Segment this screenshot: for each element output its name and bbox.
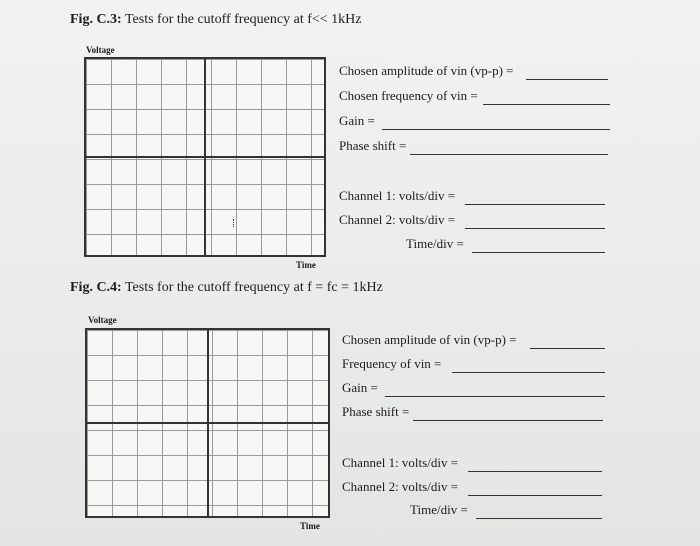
fig3-grid-center-horizontal xyxy=(86,156,324,158)
fig3-time-blank[interactable] xyxy=(472,252,605,253)
fig3-oscilloscope-grid xyxy=(84,57,326,257)
fig4-ch1-blank[interactable] xyxy=(468,471,602,472)
fig3-frequency-label: Chosen frequency of vin = xyxy=(339,88,478,103)
fig4-time-label: Time/div = xyxy=(410,502,468,517)
fig3-ch1-blank[interactable] xyxy=(465,204,605,205)
fig3-phase-label: Phase shift = xyxy=(339,138,407,153)
fig3-gain-label: Gain = xyxy=(339,113,375,128)
fig4-caption-text: Tests for the cutoff frequency at f = fc = 1kHz xyxy=(121,280,383,295)
fig3-x-axis-label: Time xyxy=(296,260,316,270)
fig3-phase-blank[interactable] xyxy=(410,154,608,155)
fig3-y-axis-label: Voltage xyxy=(86,45,115,55)
fig4-ch2-blank[interactable] xyxy=(468,495,602,496)
fig3-amplitude-blank[interactable] xyxy=(526,79,608,80)
fig4-amplitude-label: Chosen amplitude of vin (vp-p) = xyxy=(342,332,517,347)
fig4-ch2-label: Channel 2: volts/div = xyxy=(342,479,459,494)
fig4-ch1-label: Channel 1: volts/div = xyxy=(342,455,459,470)
fig3-gain-blank[interactable] xyxy=(382,129,610,130)
fig3-grid-marker xyxy=(233,219,237,227)
fig4-caption-number: Fig. C.4: xyxy=(70,280,122,295)
fig4-grid-center-horizontal xyxy=(87,422,328,424)
fig3-ch2-blank[interactable] xyxy=(465,228,605,229)
fig3-time-label: Time/div = xyxy=(406,236,464,251)
fig4-y-axis-label: Voltage xyxy=(88,315,117,325)
fig4-oscilloscope-grid xyxy=(85,328,330,518)
fig4-x-axis-label: Time xyxy=(300,521,320,531)
fig4-caption xyxy=(70,280,383,296)
fig4-frequency-blank[interactable] xyxy=(452,372,605,373)
fig3-amplitude-label: Chosen amplitude of vin (vp-p) = xyxy=(339,63,514,78)
fig3-ch2-label: Channel 2: volts/div = xyxy=(339,212,456,227)
fig4-gain-blank[interactable] xyxy=(385,396,605,397)
fig4-frequency-label: Frequency of vin = xyxy=(342,356,442,371)
fig4-amplitude-blank[interactable] xyxy=(530,348,605,349)
fig4-phase-label: Phase shift = xyxy=(342,404,410,419)
fig3-frequency-blank[interactable] xyxy=(483,104,610,105)
fig3-caption xyxy=(70,12,362,28)
fig3-caption-text: Tests for the cutoff frequency at f<< 1kHz xyxy=(121,12,362,27)
fig3-ch1-label: Channel 1: volts/div = xyxy=(339,188,456,203)
fig4-time-blank[interactable] xyxy=(476,518,602,519)
fig4-gain-label: Gain = xyxy=(342,380,378,395)
fig3-caption-number: Fig. C.3: xyxy=(70,12,122,27)
fig4-phase-blank[interactable] xyxy=(413,420,603,421)
